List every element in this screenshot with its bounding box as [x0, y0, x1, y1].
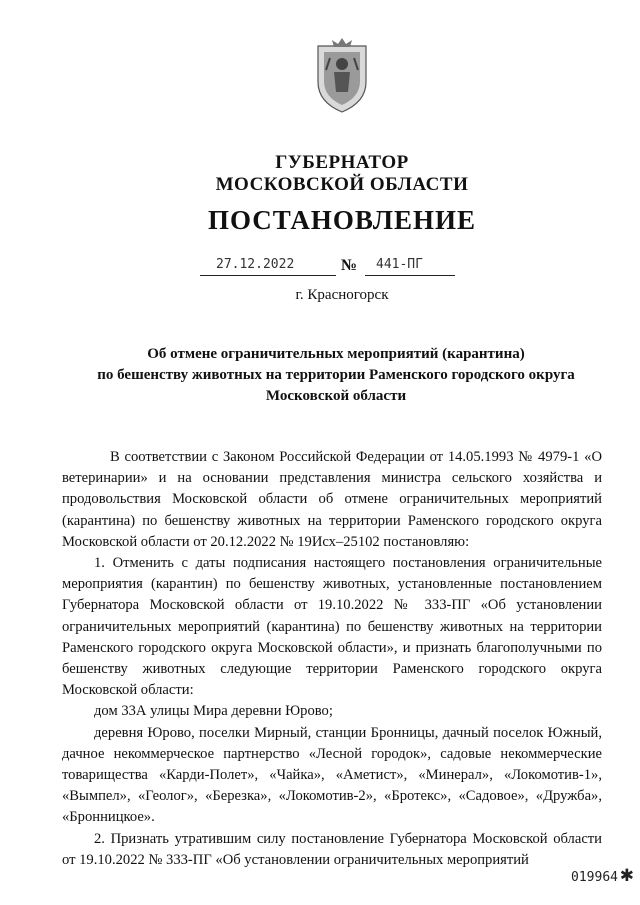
territory-item-1: дом 33А улицы Мира деревни Юрово; — [94, 703, 333, 720]
document-type: ПОСТАНОВЛЕНИЕ — [207, 205, 477, 235]
number-sign: № — [341, 257, 358, 274]
document-title-line3: Московской области — [265, 388, 407, 404]
place-of-issue: г. Красногорск — [295, 287, 389, 303]
preamble-paragraph: В соответствии с Законом Российской Федерации от 14.05.1993 № 4979-1 «О ветеринарии» и на основании представления министра сельского хозяйства и продовольствия Московской области об отмене ограничительных мероприятий (карантина) по бешенству животных на территории Раменского городского округа Московской области от 20.12.2022 № 19Исх–25102 постановляю: — [62, 449, 602, 550]
date-underline — [200, 275, 336, 276]
document-title-line2: по бешенству животных на территории Раменского городского округа — [97, 367, 575, 383]
clause-1-paragraph: 1. Отменить с даты подписания настоящего постановления ограничительные мероприятия (карантин) по бешенству животных, установленные постановлением Губернатора Московской области от 19.10.2022 № 333-ПГ «Об установлении ограничительных мероприятий (карантина) по бешенству животных на территории Раменского городского округа Московской области», и признать благополучными по бешенству животных следующие территории Раменского городского округа Московской области: — [62, 555, 602, 699]
territory-item-2: деревня Юрово, поселки Мирный, станции Бронницы, дачный поселок Южный, дачное некоммерческое партнерство «Лесной городок», садовые некоммерческие товарищества «Карди-Полет», «Чайка», «Аметист», «Минерал», «Локомотив-1», «Вымпел», «Геолог», «Березка», «Локомотив-2», «Бротекс», «Садовое», «Дружба», «Бронницкое». — [62, 724, 602, 826]
authority-title-line2: МОСКОВСКОЙ ОБЛАСТИ — [215, 174, 469, 195]
document-number: 441-ПГ — [376, 257, 423, 272]
star-mark-icon: ✱ — [619, 866, 634, 885]
document-body — [62, 447, 602, 871]
coat-of-arms-icon — [312, 36, 372, 114]
number-underline — [365, 275, 455, 276]
document-date: 27.12.2022 — [216, 257, 295, 272]
authority-title-line1: ГУБЕРНАТОР — [275, 152, 409, 173]
document-title-line1: Об отмене ограничительных мероприятий (карантина) — [147, 346, 525, 362]
date-number-row — [200, 257, 460, 279]
clause-2-paragraph: 2. Признать утратившим силу постановление Губернатора Московской области от 19.10.2022 № 333-ПГ «Об установлении ограничительных мероприятий — [62, 830, 602, 868]
serial-number: 019964 — [571, 870, 618, 885]
